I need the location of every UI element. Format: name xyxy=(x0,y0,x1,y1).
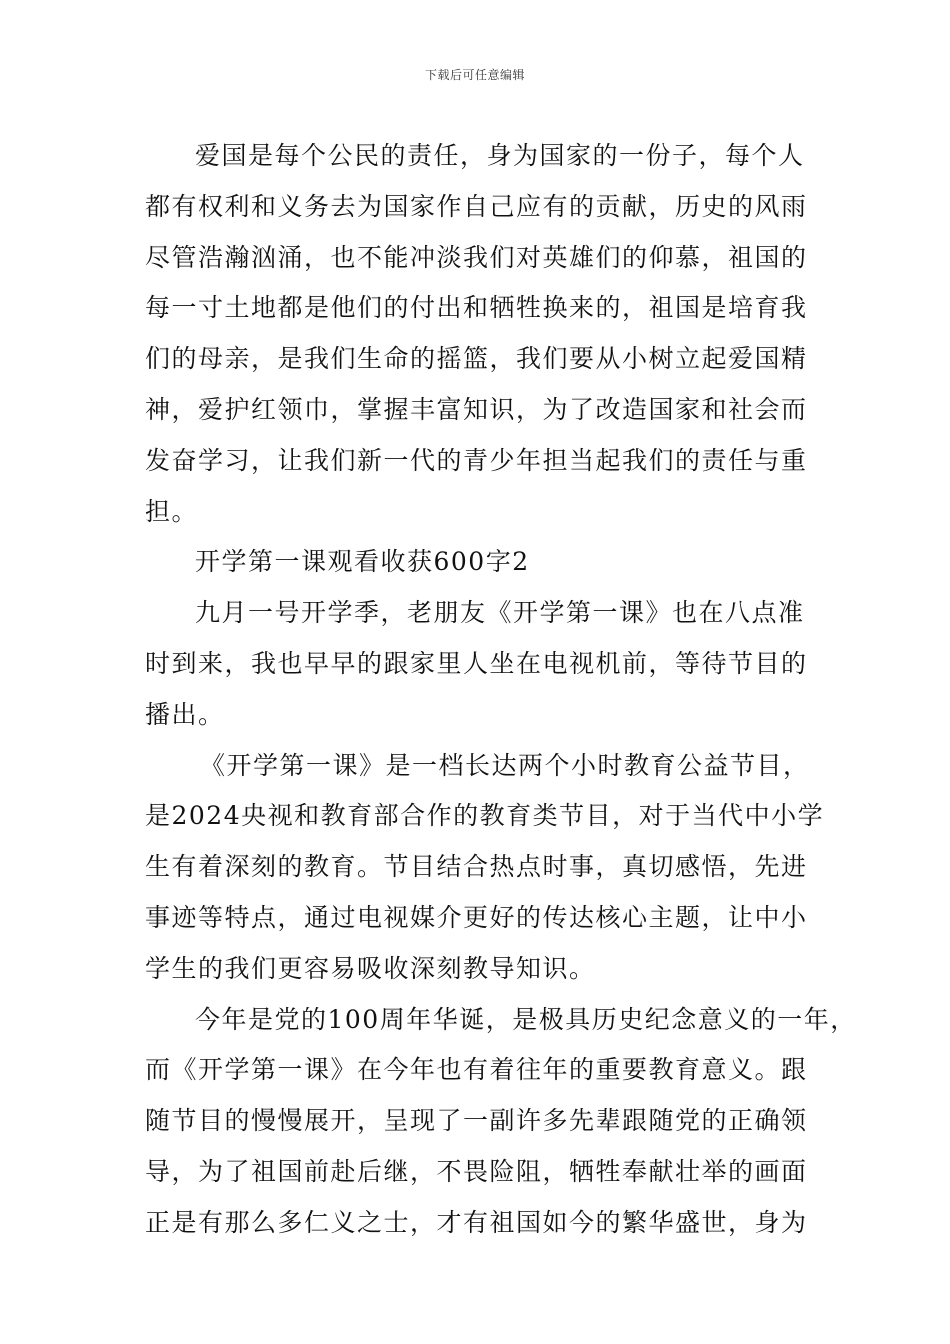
document-body xyxy=(145,131,857,1249)
paragraph-line: 今年是党的100周年华诞，是极具历史纪念意义的一年， xyxy=(195,1004,857,1034)
paragraph-line: 爱国是每个公民的责任，身为国家的一份子，每个人 xyxy=(195,141,805,170)
paragraph-line: 事迹等特点，通过电视媒介更好的传达核心主题，让中小 xyxy=(145,902,808,932)
paragraph-line: 每一寸土地都是他们的付出和牺牲换来的，祖国是培育我 xyxy=(145,293,808,323)
paragraph-5 xyxy=(145,995,857,1249)
paragraph-line: 担。 xyxy=(145,496,199,526)
paragraph-line: 而《开学第一课》在今年也有着往年的重要教育意义。跟 xyxy=(145,1055,808,1085)
paragraph-4 xyxy=(145,741,825,995)
paragraph-line: 播出。 xyxy=(145,699,225,729)
paragraph-line: 都有权利和义务去为国家作自己应有的贡献，历史的风雨 xyxy=(145,191,808,221)
paragraph-line: 导，为了祖国前赴后继，不畏险阻，牺牲奉献壮举的画面 xyxy=(145,1156,808,1186)
header-note: 下载后可任意编辑 xyxy=(424,68,525,82)
paragraph-line: 时到来，我也早早的跟家里人坐在电视机前，等待节目的 xyxy=(145,648,808,678)
paragraph-line: 九月一号开学季，老朋友《开学第一课》也在八点准 xyxy=(195,598,805,628)
paragraph-line: 随节目的慢慢展开，呈现了一副许多先辈跟随党的正确领 xyxy=(145,1106,808,1136)
paragraph-line: 们的母亲，是我们生命的摇篮，我们要从小树立起爱国精 xyxy=(145,344,808,374)
paragraph-line: 尽管浩瀚汹涌，也不能冲淡我们对英雄们的仰慕，祖国的 xyxy=(145,242,808,272)
paragraph-3 xyxy=(145,588,810,740)
paragraph-1 xyxy=(145,131,810,537)
paragraph-line: 发奋学习，让我们新一代的青少年担当起我们的责任与重 xyxy=(145,445,808,475)
paragraph-line: 正是有那么多仁义之士，才有祖国如今的繁华盛世，身为 xyxy=(145,1207,808,1237)
section-heading-text: 开学第一课观看收获600字2 xyxy=(195,547,530,577)
paragraph-line: 是2024央视和教育部合作的教育类节目，对于当代中小学 xyxy=(145,801,825,831)
paragraph-line: 生有着深刻的教育。节目结合热点时事，真切感悟，先进 xyxy=(145,852,808,882)
paragraph-line: 神，爱护红领巾，掌握丰富知识，为了改造国家和社会而 xyxy=(145,394,808,424)
paragraph-line: 学生的我们更容易吸收深刻教导知识。 xyxy=(145,953,596,983)
paragraph-line: 《开学第一课》是一档长达两个小时教育公益节目， xyxy=(200,750,810,780)
section-heading xyxy=(145,537,810,588)
